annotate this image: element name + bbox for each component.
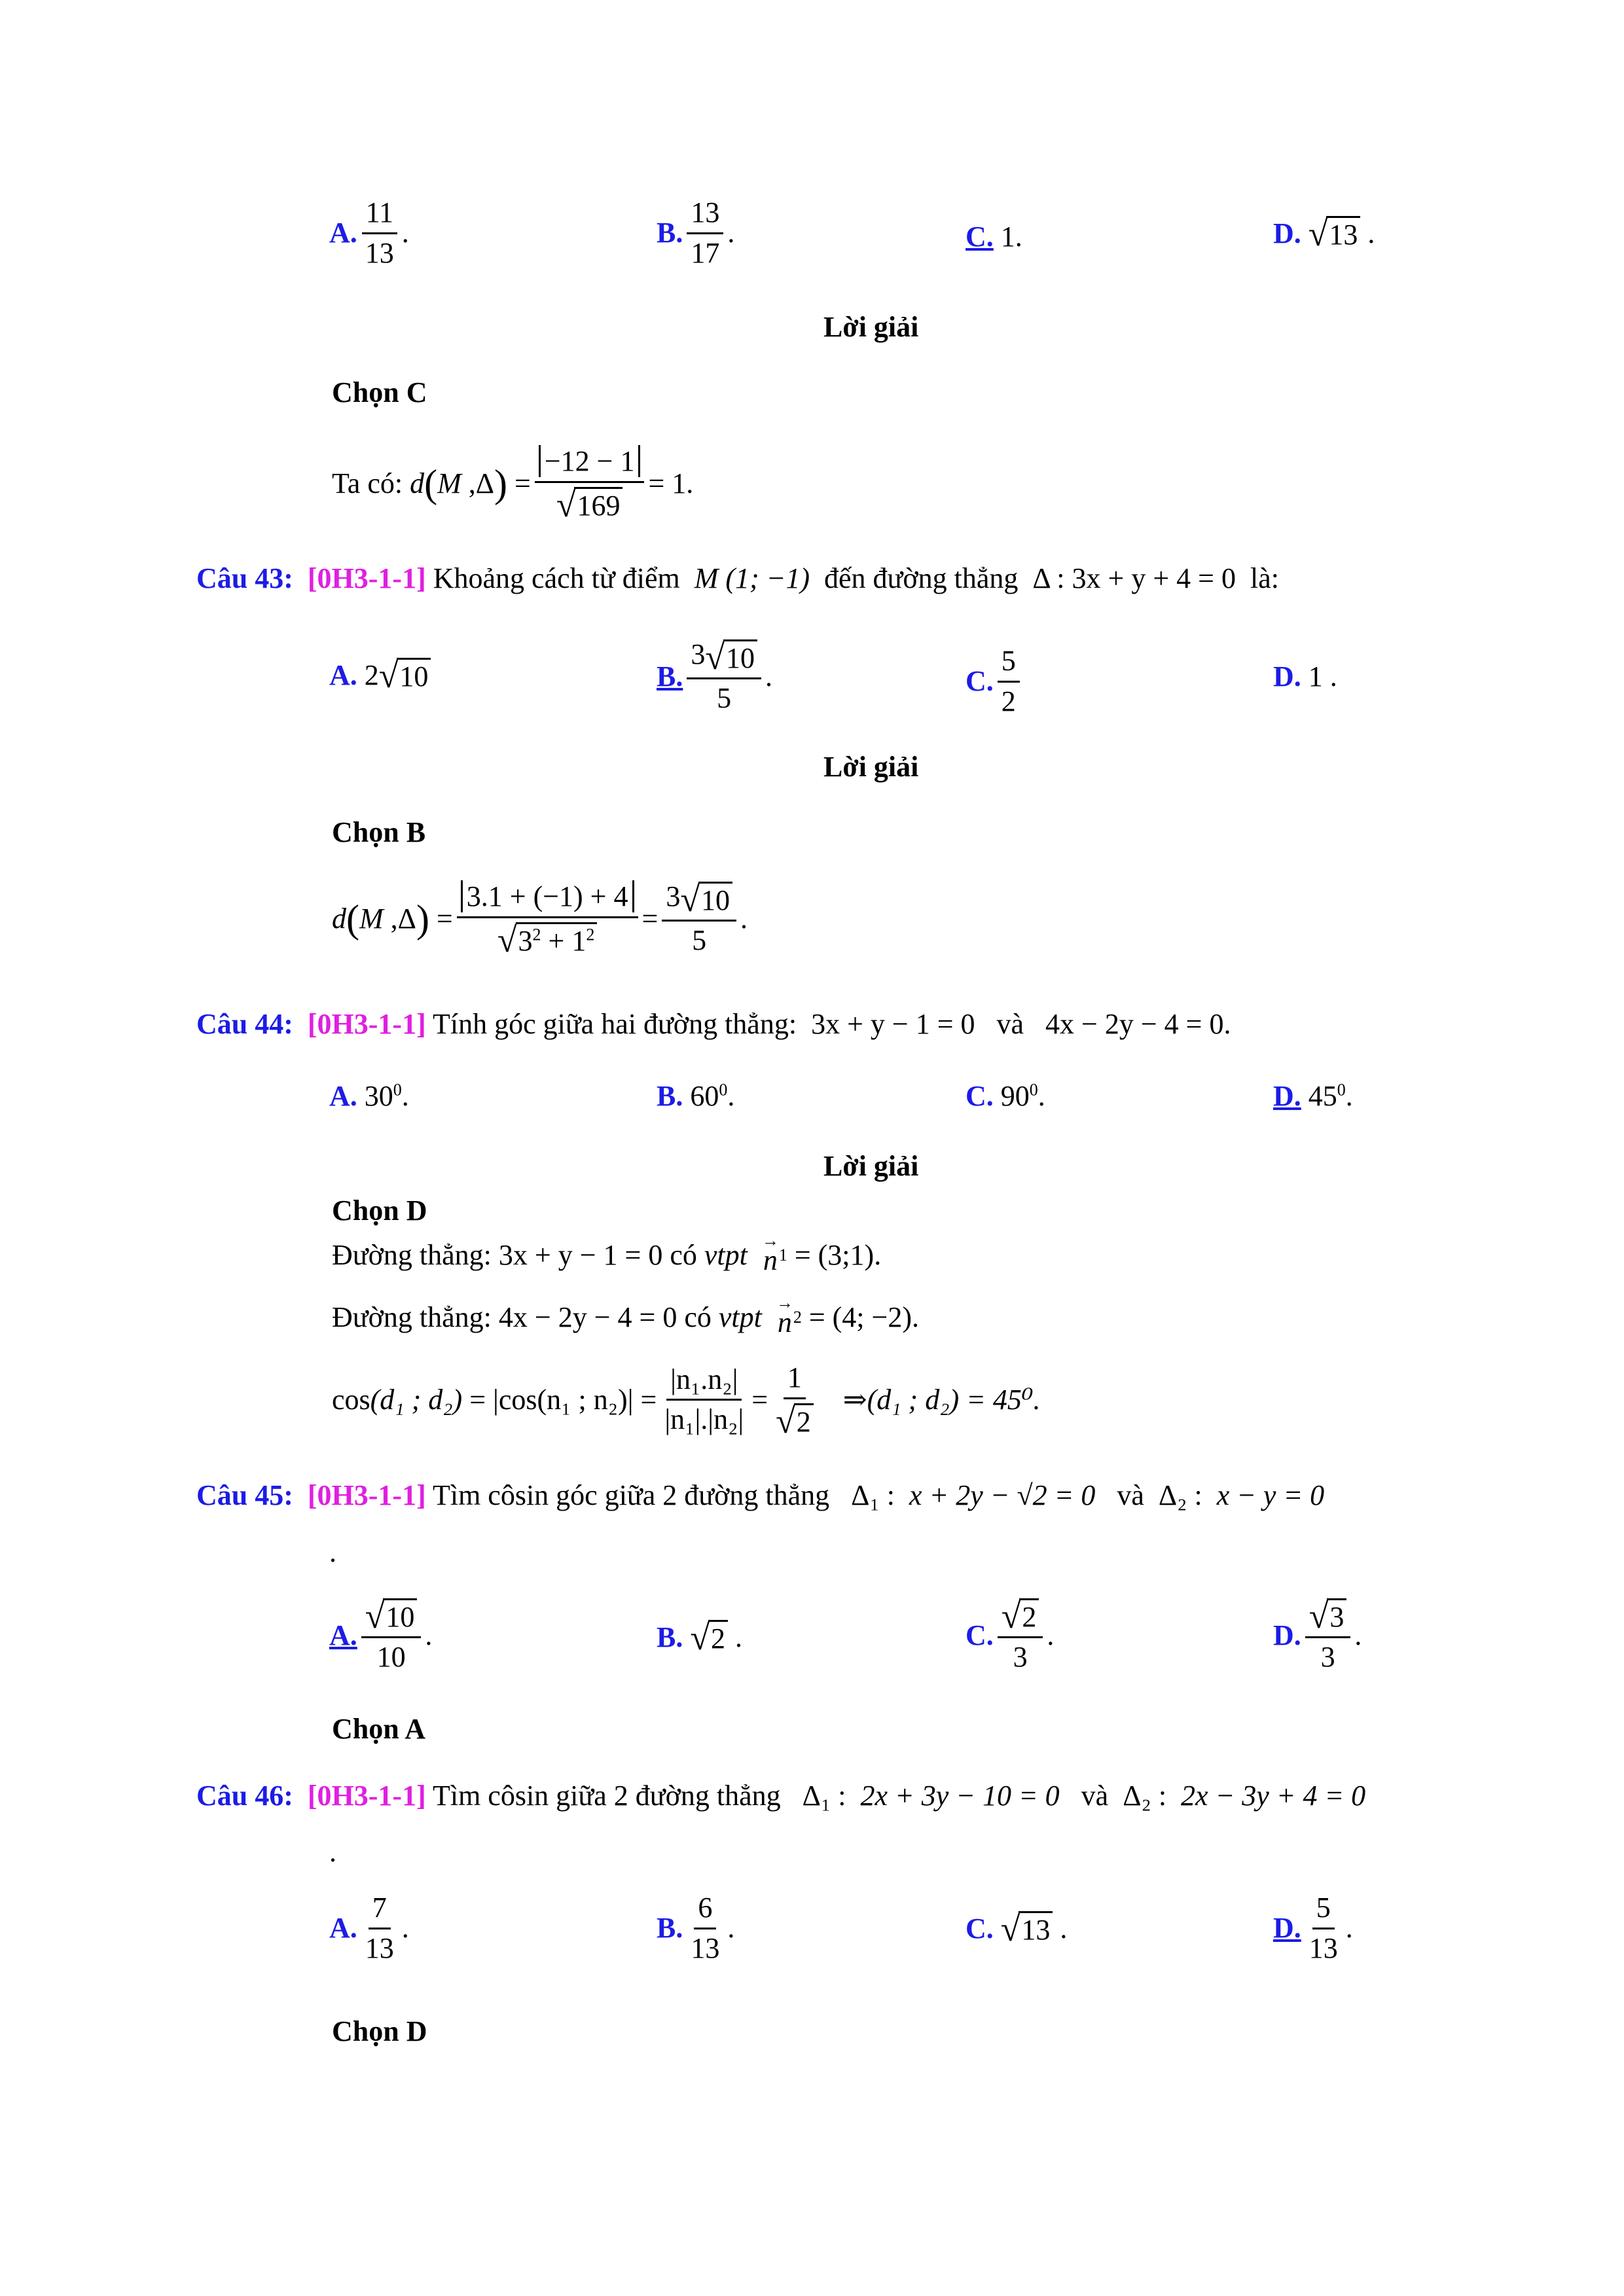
option-label: A. <box>329 1912 357 1945</box>
q43-option-a[interactable]: A. 2 √ 10 <box>329 658 431 693</box>
q44-line2: Đường thẳng: 4x − 2y − 4 = 0 có vtpt → n 2 = (4; −2). <box>332 1293 920 1338</box>
sqrt: √ 13 <box>1308 216 1361 251</box>
q46-option-c[interactable]: C. √ 13 . <box>965 1909 1068 1948</box>
option-label: B. <box>657 1912 683 1945</box>
option-label: B. <box>657 1621 683 1653</box>
q43-option-d[interactable]: D. 1 . <box>1273 660 1337 692</box>
question-tag: [0H3-1-1] <box>307 1479 426 1511</box>
q42-option-a[interactable]: A. $\frac{11}{13}$ . <box>329 196 409 269</box>
q46-option-d[interactable]: D. $\frac{5}{13}$ . <box>1273 1892 1353 1964</box>
q44-option-b[interactable]: B. $60^0$. <box>657 1080 735 1112</box>
fraction: 3 √ 10 5 <box>662 880 736 958</box>
q46-question: Câu 46: [0H3-1-1] Tìm côsin giữa 2 đường thẳng Δ₁ : 2x + 3y − 10 = 0 và Δ₂ : 2x − 3y + 4 = 0 <box>196 1780 1366 1812</box>
option-label: C. <box>965 665 994 698</box>
option-label: A. <box>329 659 357 691</box>
question-number: Câu 43: <box>196 562 293 594</box>
fraction: $\frac{13}{17}$ <box>687 196 723 270</box>
fraction: $\frac{6}{13}$ <box>691 1892 720 1964</box>
q44-option-d[interactable]: D. $45^0$. <box>1273 1080 1353 1112</box>
q44-line1: Đường thẳng: 3x + y − 1 = 0 có vtpt → n 1 = (3;1). <box>332 1231 882 1276</box>
solution-heading: Lời giải <box>823 311 919 343</box>
q44-option-a[interactable]: A. $30^0$. <box>329 1080 409 1112</box>
option-label: C. <box>965 1080 994 1112</box>
fraction: −12 − 1 √ 169 <box>535 445 645 522</box>
q45-option-b[interactable]: B. √ 2 . <box>657 1618 742 1657</box>
chosen-answer: Chọn D <box>332 2015 427 2047</box>
option-label-correct: C. <box>965 221 994 253</box>
fraction: √ 3 3 <box>1305 1597 1351 1674</box>
question-number: Câu 45: <box>196 1479 293 1511</box>
q43-option-b[interactable]: B. 3 √ 10 5 . <box>657 637 772 714</box>
q42-option-d[interactable]: D. √ 13 . <box>1273 214 1375 253</box>
fraction: 3 √ 10 5 <box>687 638 761 715</box>
option-label: B. <box>657 1080 683 1112</box>
q44-question: Câu 44: [0H3-1-1] Tính góc giữa hai đường thẳng: 3x + y − 1 = 0 và 4x − 2y − 4 = 0. <box>196 1008 1231 1040</box>
option-label: D. <box>1273 660 1301 692</box>
fraction: $\frac{\text{|n₁.n₂|}}{\text{|n₁|.|n₂|}}$ <box>664 1363 744 1436</box>
fraction: 3.1 + (−1) + 4 √ $3^2 + 1^2$ <box>457 880 638 958</box>
option-label: A. <box>329 217 357 249</box>
q43-question: Câu 43: [0H3-1-1] Khoảng cách từ điểm M (1; −1) đến đường thẳng Δ : 3x + y + 4 = 0 là: <box>196 562 1279 594</box>
chosen-answer: Chọn A <box>332 1713 426 1745</box>
question-number: Câu 44: <box>196 1008 293 1040</box>
fraction: $\frac{5}{2}$ <box>998 645 1020 718</box>
chosen-answer: Chọn D <box>332 1194 427 1227</box>
option-label: B. <box>657 217 683 249</box>
q46-option-b[interactable]: B. $\frac{6}{13}$ . <box>657 1892 735 1964</box>
option-label: A. <box>329 1080 357 1112</box>
option-label: D. <box>1273 217 1301 249</box>
question-tag: [0H3-1-1] <box>307 1008 426 1040</box>
question-tag: [0H3-1-1] <box>307 1780 426 1812</box>
q45-option-a[interactable]: A. √ 10 10 . <box>329 1596 433 1673</box>
q44-cos-formula: cos (d₁ ; d₂) = |cos(n₁ ; n₂)| = $\frac{\text{|n₁.n₂|}}{\text{|n₁|.|n₂|}}$ = 1 √ 2 ⇒ (d₁ ; d₂) = 45⁰. <box>332 1361 1041 1441</box>
q43-solution-formula: d ( M ,Δ ) = 3.1 + (−1) + 4 √ $3^2 + 1^2$ = 3 √ 10 5 . <box>332 879 748 960</box>
question-tag: [0H3-1-1] <box>307 562 426 594</box>
fraction: 1 √ 2 <box>772 1361 818 1439</box>
fraction: √ 2 3 <box>998 1597 1043 1674</box>
fraction: $\frac{7}{13}$ <box>365 1892 394 1964</box>
option-label-correct: D. <box>1273 1912 1301 1945</box>
fraction: $\frac{11}{13}$ <box>361 196 398 270</box>
q44-option-c[interactable]: C. $90^0$. <box>965 1080 1045 1112</box>
q45-option-d[interactable]: D. √ 3 3 . <box>1273 1596 1362 1673</box>
q45-period: . <box>329 1536 336 1568</box>
q45-option-c[interactable]: C. √ 2 3 . <box>965 1596 1055 1673</box>
solution-heading: Lời giải <box>823 1150 919 1182</box>
chosen-answer: Chọn C <box>332 376 427 408</box>
q45-question: Câu 45: [0H3-1-1] Tìm côsin góc giữa 2 đường thẳng Δ₁ : x + 2y − √2 = 0 và Δ₂ : x − y = 0 <box>196 1479 1325 1511</box>
q46-option-a[interactable]: A. $\frac{7}{13}$ . <box>329 1892 409 1964</box>
q43-option-c[interactable] <box>965 645 1024 718</box>
question-number: Câu 46: <box>196 1780 293 1812</box>
fraction: $\frac{5}{13}$ <box>1308 1892 1338 1964</box>
option-label: C. <box>965 1912 994 1945</box>
fraction: √ 10 10 <box>361 1597 422 1674</box>
option-label: D. <box>1273 1619 1301 1651</box>
q46-period: . <box>329 1836 336 1868</box>
option-label-correct: A. <box>329 1619 357 1651</box>
option-label-correct: D. <box>1273 1080 1301 1112</box>
solution-heading: Lời giải <box>823 751 919 783</box>
q42-option-c[interactable]: C. 1 . <box>965 221 1022 253</box>
option-label: C. <box>965 1619 994 1651</box>
chosen-answer: Chọn B <box>332 816 426 848</box>
q42-option-b[interactable]: B. $\frac{13}{17}$ . <box>657 196 735 269</box>
q42-solution-formula: Ta có: d ( M ,Δ ) = −12 − 1 √ 169 = 1. <box>332 445 694 524</box>
option-label-correct: B. <box>657 660 683 692</box>
